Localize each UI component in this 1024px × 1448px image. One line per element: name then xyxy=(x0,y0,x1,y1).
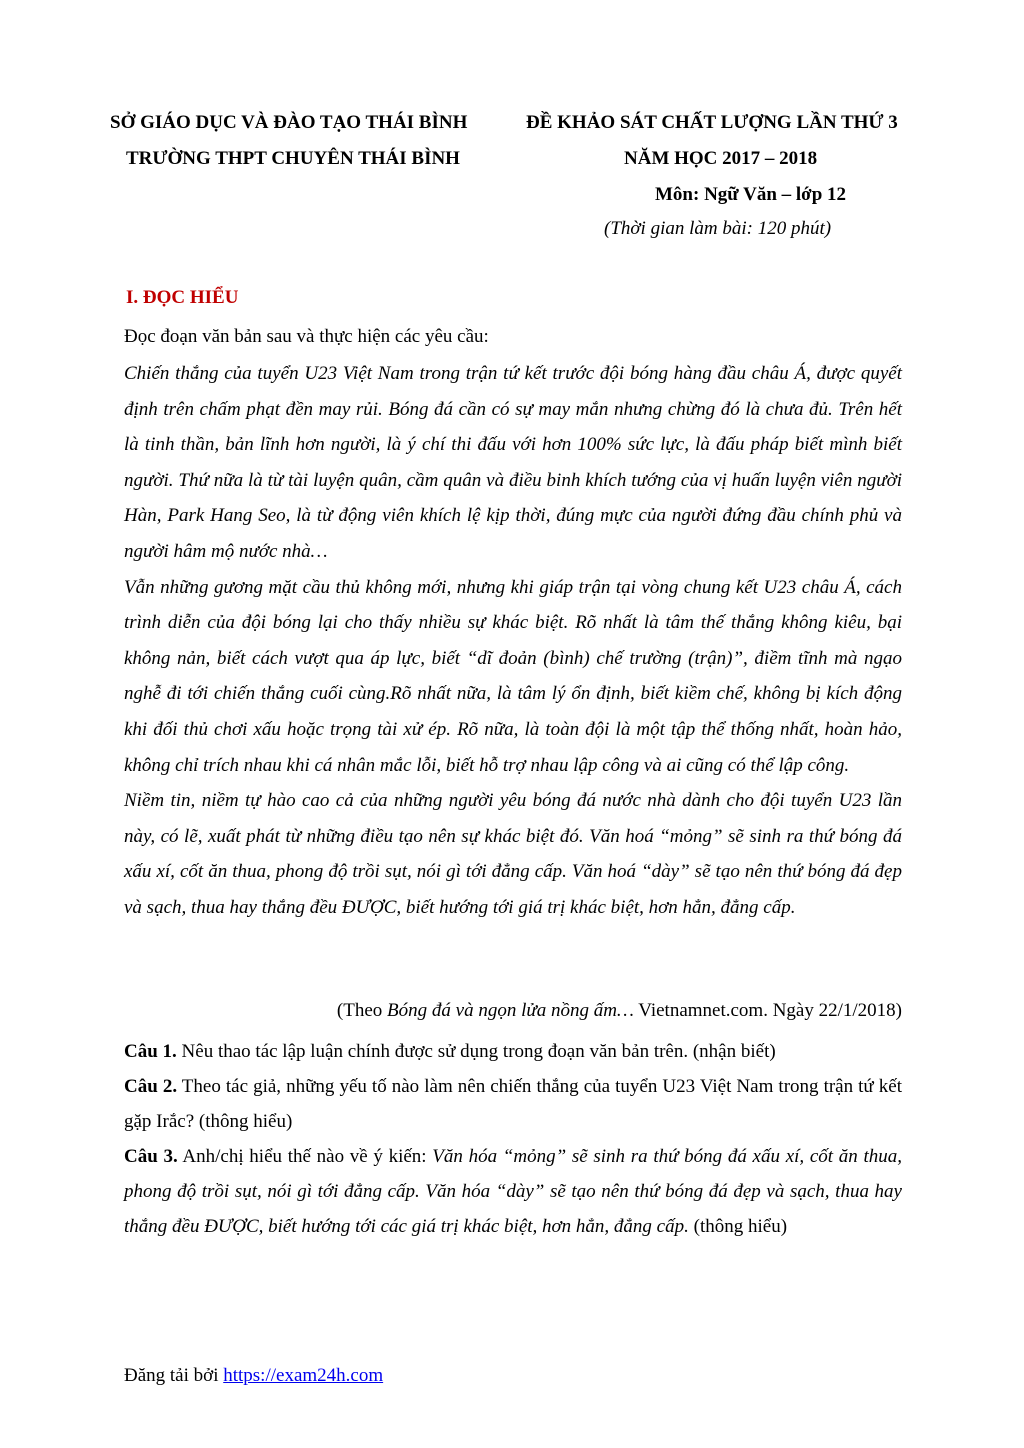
footer-link[interactable]: https://exam24h.com xyxy=(223,1365,384,1386)
section-intro: Đọc đoạn văn bản sau và thực hiện các yêu cầu: xyxy=(124,326,489,347)
school-year: NĂM HỌC 2017 – 2018 xyxy=(624,148,818,169)
source-prefix: (Theo xyxy=(336,1000,388,1021)
question-level: (thông hiểu) xyxy=(688,1216,788,1237)
question-label: Câu 1. xyxy=(124,1041,177,1062)
question-2 xyxy=(124,1069,902,1139)
footer xyxy=(124,1365,383,1387)
passage-paragraph-1: Chiến thắng của tuyển U23 Việt Nam trong trận tứ kết trước đội bóng hàng đầu châu Á, được quyết định trên chấm phạt đền may rủi. Bóng đá cần có sự may mắn nhưng chừng đó là chưa đủ. Trên hết là tinh thần, bản lĩnh hơn người, là ý chí thi đấu với hơn 100% sức lực, là đấu pháp biết mình biết người. Thứ nữa là từ tài luyện quân, cầm quân và điều binh khích tướng của vị huấn luyện viên người Hàn, Park Hang Seo, là từ động viên khích lệ kịp thời, đúng mực của người đứng đầu chính phủ và người hâm mộ nước nhà… xyxy=(124,363,902,562)
school-department: SỞ GIÁO DỤC VÀ ĐÀO TẠO THÁI BÌNH xyxy=(110,112,468,133)
passage-paragraph-2: Vẫn những gương mặt cầu thủ không mới, nhưng khi giáp trận tại vòng chung kết U23 châu Á, cách trình diễn của đội bóng lại cho thấy nhiều sự khác biệt. Rõ nhất là tâm thế thắng không kiêu, bại không nản, biết cách vượt qua áp lực, biết “dĩ đoản (bình) chế trường (trận)”, điềm tĩnh mà ngạo nghễ đi tới chiến thắng cuối cùng.Rõ nhất nữa, là tâm lý ổn định, biết kiềm chế, không bị kích động khi đối thủ chơi xấu hoặc trọng tài xử ép. Rõ nữa, là toàn đội là một tập thể thống nhất, hoàn hảo, không chỉ trích nhau khi cá nhân mắc lỗi, biết hỗ trợ nhau lập công và ai cũng có thể lập công. xyxy=(124,576,902,776)
passage-paragraph-3: Niềm tin, niềm tự hào cao cả của những người yêu bóng đá nước nhà dành cho đội tuyển U23 lần này, có lẽ, xuất phát từ những điều tạo nên sự khác biệt đó. Văn hoá “mỏng” sẽ sinh ra thứ bóng đá xấu xí, cốt ăn thua, phong độ trồi sụt, nói gì tới đẳng cấp. Văn hoá “dày” sẽ tạo nên thứ bóng đá đẹp và sạch, thua hay thắng đều ĐƯỢC, biết hướng tới giá trị khác biệt, hơn hẳn, đẳng cấp. xyxy=(124,790,902,918)
school-name: TRƯỜNG THPT CHUYÊN THÁI BÌNH xyxy=(126,148,460,169)
source-title: Bóng đá và ngọn lửa nồng ấm… xyxy=(387,1000,634,1021)
section-title: I. ĐỌC HIỂU xyxy=(126,287,239,308)
question-1 xyxy=(124,1034,902,1069)
footer-prefix: Đăng tải bởi xyxy=(124,1365,224,1386)
time-limit: (Thời gian làm bài: 120 phút) xyxy=(604,218,832,239)
question-3 xyxy=(124,1139,902,1244)
reading-passage xyxy=(124,356,902,926)
question-quote: Văn hóa “mỏng” sẽ sinh ra thứ bóng đá xấu xí, cốt ăn thua, phong độ trồi sụt, nói gì tới đẳng cấp. Văn hóa “dày” sẽ tạo nên thứ bóng đá đẹp và sạch, thua hay thắng đều ĐƯỢC, biết hướng tới các giá trị khác biệt, hơn hẳn, đẳng cấp. xyxy=(124,1146,902,1237)
question-label: Câu 2. xyxy=(124,1076,178,1097)
question-text: Anh/chị hiểu thế nào về ý kiến: xyxy=(177,1146,433,1167)
exam-title: ĐỀ KHẢO SÁT CHẤT LƯỢNG LẦN THỨ 3 xyxy=(526,112,898,133)
source-suffix: Vietnamnet.com. Ngày 22/1/2018) xyxy=(633,1000,902,1021)
question-text: Theo tác giả, những yếu tố nào làm nên chiến thắng của tuyển U23 Việt Nam trong trận tứ kết gặp Irắc? (thông hiểu) xyxy=(124,1076,902,1132)
question-text: Nêu thao tác lập luận chính được sử dụng trong đoạn văn bản trên. (nhận biết) xyxy=(176,1041,776,1062)
question-label: Câu 3. xyxy=(124,1146,178,1167)
subject: Môn: Ngữ Văn – lớp 12 xyxy=(655,184,847,205)
passage-source xyxy=(337,1000,902,1022)
questions xyxy=(124,1034,902,1244)
